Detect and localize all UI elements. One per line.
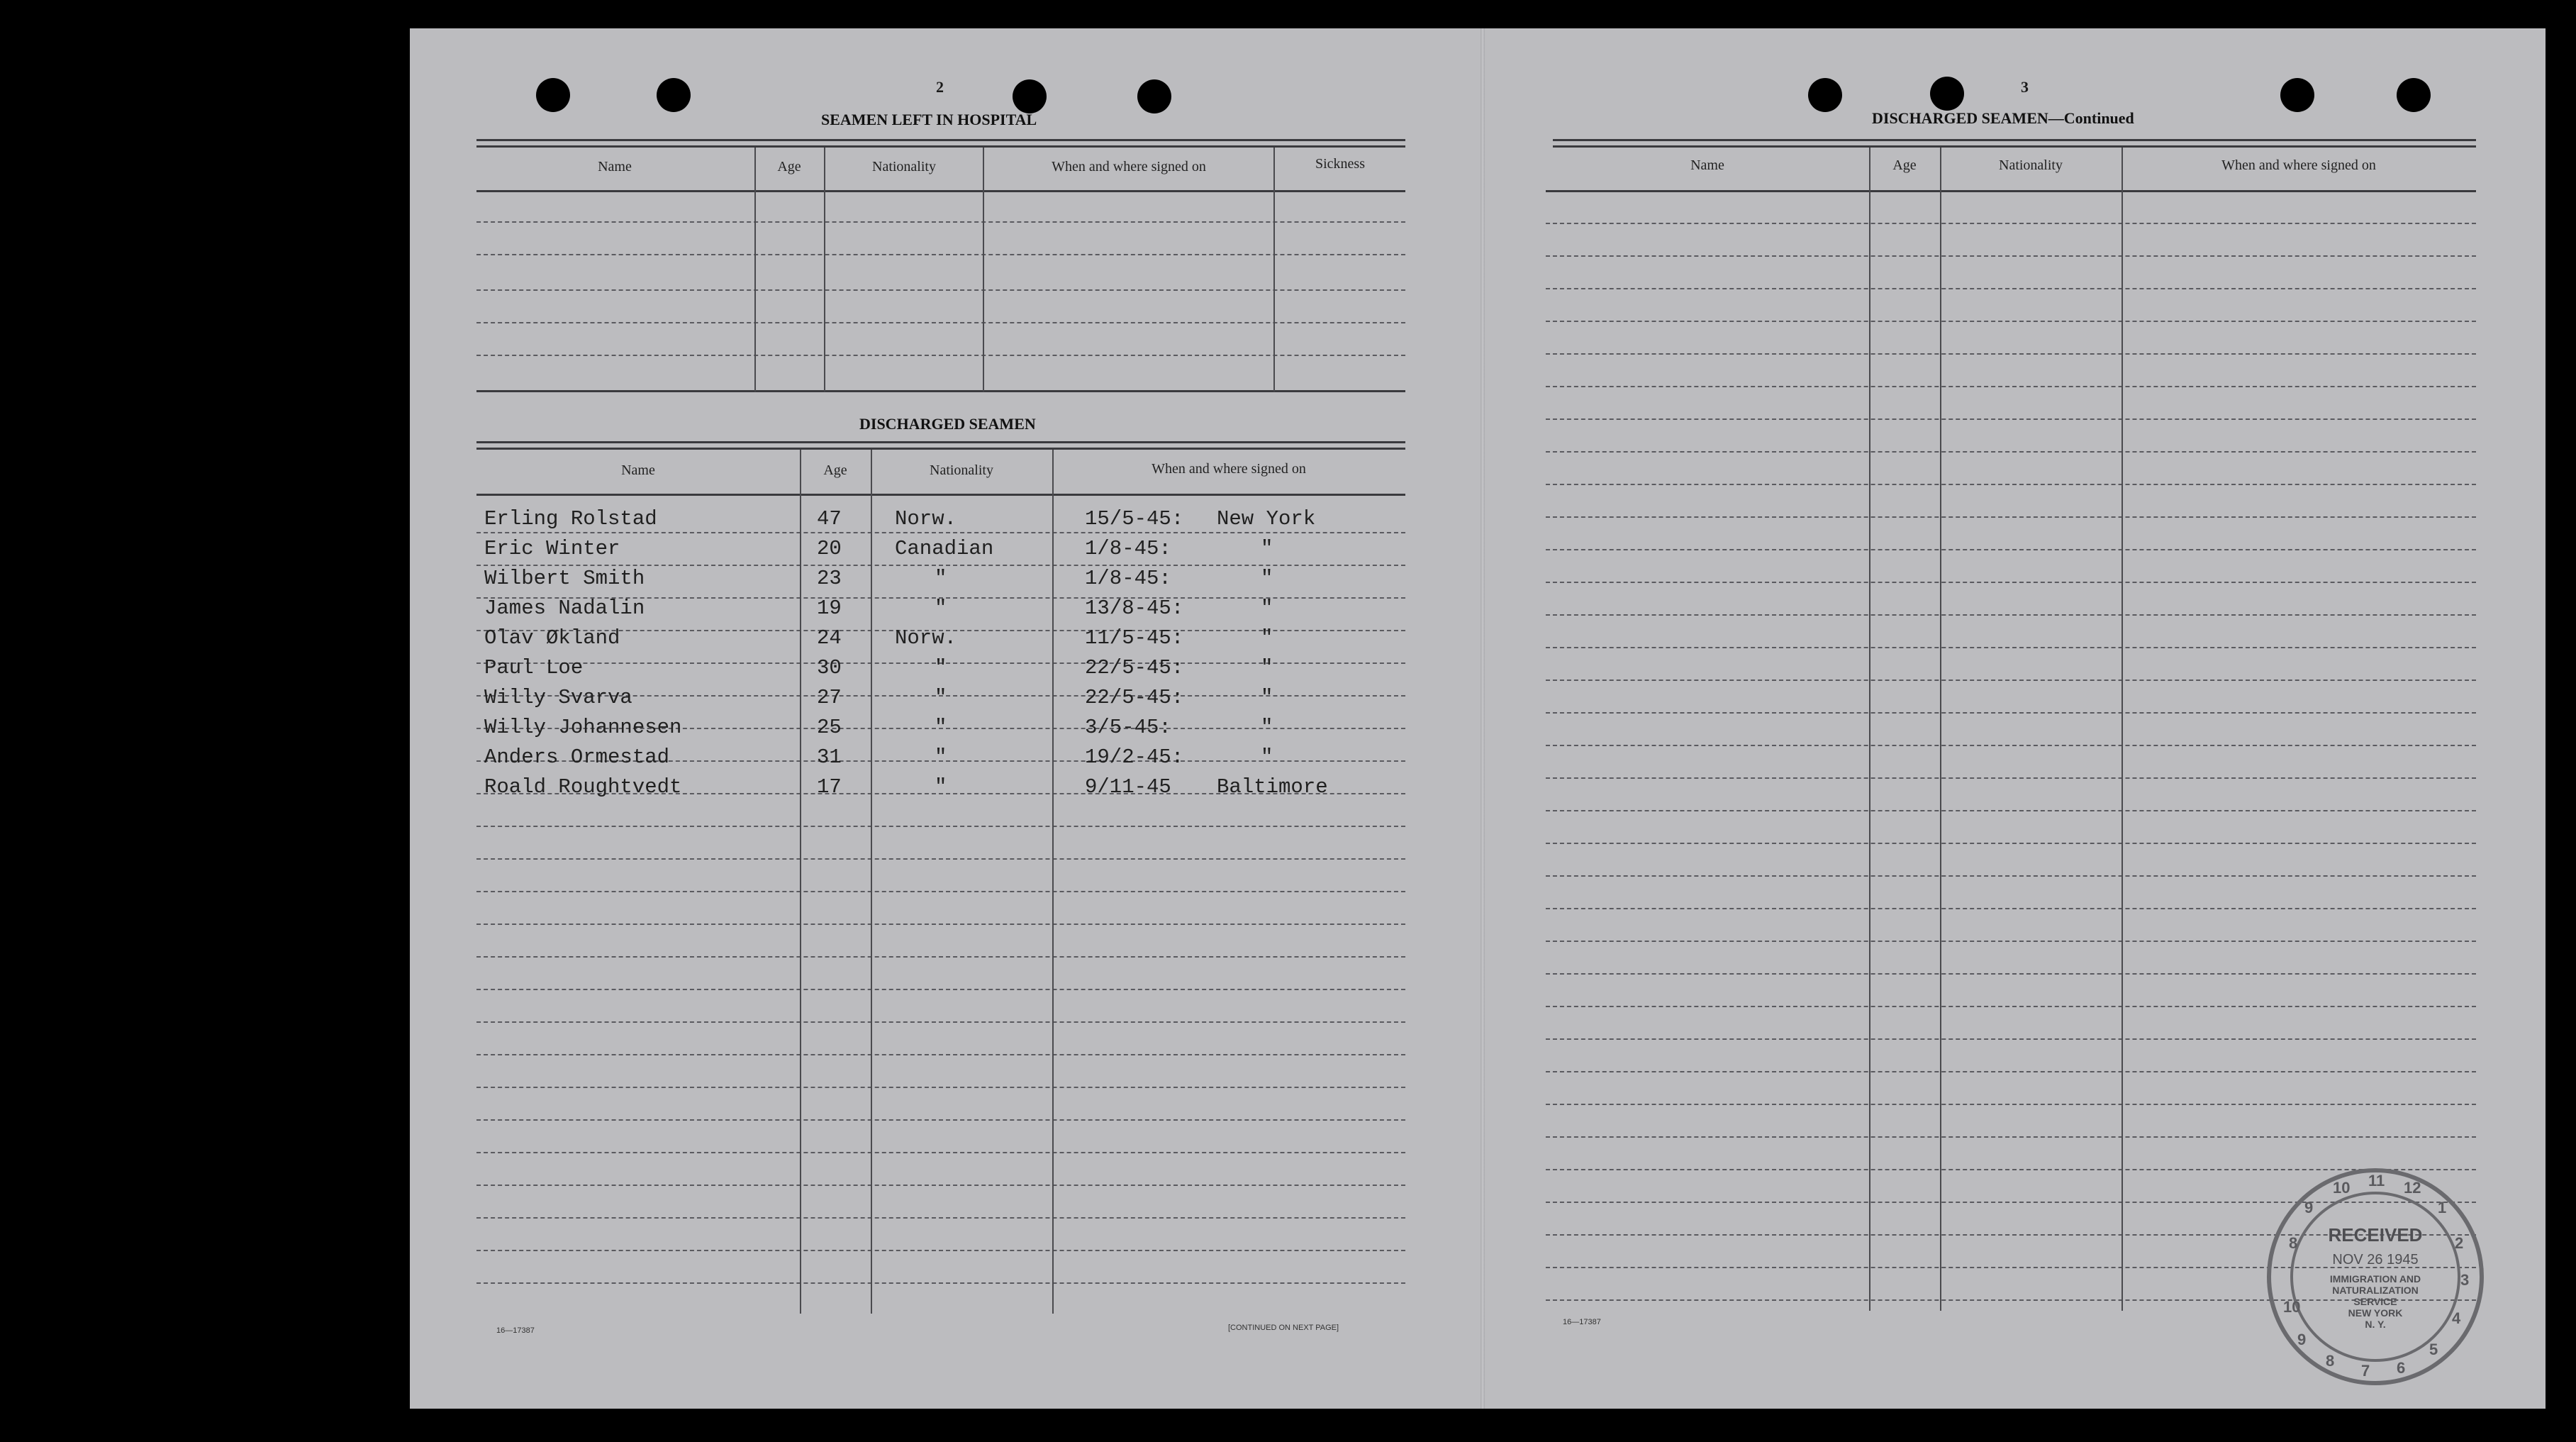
continued-note: [CONTINUED ON NEXT PAGE] [1228,1324,1339,1332]
discharged-section-title: DISCHARGED SEAMEN [859,415,1036,433]
column-header-nationality: Nationality [872,159,936,174]
row-line [476,826,1405,827]
column-header-nationality: Nationality [930,462,993,478]
row-line [1546,614,2476,616]
column-divider [800,450,801,1314]
punch-hole [1137,79,1171,113]
column-divider [1869,148,1870,1311]
row-line [1546,973,2476,975]
seaman-name: Willy Svarva [484,686,632,709]
signed-on-date: 1/8-45: [1085,537,1171,560]
page-number-left: 2 [936,78,944,96]
column-header-signed-on: When and where signed on [1052,159,1206,174]
row-line [1546,1071,2476,1072]
signed-on-date: 19/2-45: [1085,745,1184,769]
column-divider [871,450,872,1314]
signed-on-place: " [1261,626,1273,650]
row-line [1546,680,2476,681]
seaman-nationality: " [935,597,947,620]
stamp-received: RECEIVED [2328,1224,2423,1246]
svg-text:12: 12 [2404,1179,2421,1197]
row-line [476,956,1405,958]
seaman-age: 27 [817,686,842,709]
svg-text:7: 7 [2361,1362,2370,1380]
received-stamp [2262,1163,2489,1390]
seaman-name: Eric Winter [484,537,620,560]
column-header-age: Age [1892,157,1917,173]
signed-on-date: 22/5-45: [1085,686,1184,709]
signed-on-place: New York [1217,507,1316,531]
row-line [476,1054,1405,1055]
column-divider [1273,148,1275,392]
form-number-right: 16—17387 [1563,1318,1601,1326]
column-divider [2121,148,2123,1311]
seaman-nationality: " [935,686,947,709]
row-line [1546,941,2476,942]
table-rule [1553,145,2476,148]
signed-on-place: " [1261,597,1273,620]
hospital-section-title: SEAMEN LEFT IN HOSPITAL [821,111,1037,128]
row-line [1546,843,2476,844]
column-divider [1052,450,1054,1314]
seaman-nationality: " [935,716,947,739]
stamp-agency-3: SERVICE [2353,1296,2397,1307]
row-line [1546,647,2476,648]
signed-on-place: Baltimore [1217,775,1328,799]
seaman-age: 20 [817,537,842,560]
seaman-name: Willy Johannesen [484,716,682,739]
row-line [476,1021,1405,1023]
seaman-age: 23 [817,567,842,590]
svg-text:3: 3 [2460,1271,2470,1289]
stamp-date: NOV 26 1945 [2332,1252,2419,1268]
seaman-age: 19 [817,597,842,620]
row-line [1546,908,2476,909]
seaman-nationality: Norw. [895,626,957,650]
row-line [476,565,1405,566]
seaman-nationality: " [935,567,947,590]
seaman-age: 30 [817,656,842,680]
seaman-nationality: " [935,656,947,680]
row-line [1546,288,2476,289]
signed-on-date: 15/5-45: [1085,507,1184,531]
row-line [476,1152,1405,1153]
punch-hole [1930,77,1964,111]
punch-hole [2280,78,2314,112]
row-line [1546,451,2476,453]
table-rule [1546,190,2476,192]
row-line [1546,582,2476,583]
signed-on-place: " [1261,537,1273,560]
column-header-age: Age [777,159,801,174]
row-line [1546,418,2476,420]
svg-text:8: 8 [2326,1352,2335,1370]
row-line [1546,516,2476,518]
page-fold [1481,28,1485,1409]
column-header-name: Name [1690,157,1724,173]
table-rule [476,494,1405,496]
table-rule [476,390,1405,392]
seaman-age: 31 [817,745,842,769]
column-header-name: Name [598,159,632,174]
form-number-left: 16—17387 [496,1326,535,1335]
seaman-nationality: Canadian [895,537,994,560]
page-number-right: 3 [2021,78,2029,96]
stamp-state: N. Y. [2365,1319,2386,1330]
column-header-signed-on: When and where signed on [1152,461,1306,477]
table-rule [476,441,1405,443]
row-line [476,989,1405,990]
table-rule [476,145,1405,148]
seaman-name: Wilbert Smith [484,567,645,590]
signed-on-date: 22/5-45: [1085,656,1184,680]
seaman-name: Roald Roughtvedt [484,775,682,799]
svg-text:1: 1 [2438,1199,2447,1216]
signed-on-place: " [1261,745,1273,769]
signed-on-date: 1/8-45: [1085,567,1171,590]
column-header-signed-on: When and where signed on [2221,157,2376,173]
signed-on-date: 9/11-45 [1085,775,1171,799]
column-divider [1940,148,1941,1311]
column-divider [754,148,756,392]
seaman-nationality: " [935,745,947,769]
column-divider [983,148,984,392]
svg-text:10: 10 [2283,1298,2301,1316]
seaman-name: James Nadalin [484,597,645,620]
row-line [1546,255,2476,257]
row-line [1546,549,2476,550]
signed-on-date: 3/5-45: [1085,716,1171,739]
punch-hole [657,78,691,112]
row-line [476,1250,1405,1251]
punch-hole [1808,78,1842,112]
row-line [1546,712,2476,714]
row-line [476,254,1405,255]
row-line [1546,745,2476,746]
row-line [1546,386,2476,387]
signed-on-place: " [1261,686,1273,709]
row-line [1546,353,2476,355]
svg-text:8: 8 [2289,1234,2298,1252]
svg-text:2: 2 [2455,1234,2464,1252]
discharged-continued-title: DISCHARGED SEAMEN—Continued [1872,109,2134,127]
punch-hole [536,78,570,112]
row-line [476,891,1405,892]
seaman-age: 25 [817,716,842,739]
svg-text:6: 6 [2397,1359,2406,1377]
seaman-name: Anders Ormestad [484,745,670,769]
seaman-nationality: Norw. [895,507,957,531]
row-line [476,221,1405,223]
seaman-nationality: " [935,775,947,799]
svg-text:5: 5 [2429,1341,2438,1358]
row-line [476,322,1405,323]
column-divider [824,148,825,392]
column-header-age: Age [823,462,847,478]
row-line [476,355,1405,356]
stamp-agency-2: NATURALIZATION [2332,1285,2419,1296]
row-line [476,289,1405,291]
column-header-nationality: Nationality [1999,157,2063,173]
stamp-agency-1: IMMIGRATION AND [2329,1273,2421,1285]
svg-text:9: 9 [2297,1331,2307,1348]
row-line [1546,321,2476,322]
svg-text:10: 10 [2333,1179,2351,1197]
row-line [1546,1038,2476,1040]
row-line [476,1185,1405,1186]
table-rule [476,139,1405,141]
svg-text:4: 4 [2452,1309,2461,1327]
row-line [1546,223,2476,224]
signed-on-date: 13/8-45: [1085,597,1184,620]
row-line [476,924,1405,925]
signed-on-place: " [1261,567,1273,590]
seaman-age: 47 [817,507,842,531]
column-header-sickness: Sickness [1315,156,1365,172]
row-line [1546,1006,2476,1007]
seaman-name: Paul Loe [484,656,584,680]
row-line [476,1087,1405,1088]
row-line [1546,1136,2476,1138]
seaman-age: 24 [817,626,842,650]
stamp-city: NEW YORK [2348,1307,2403,1319]
row-line [476,858,1405,860]
row-line [1546,875,2476,877]
row-line [1546,777,2476,779]
row-line [1546,484,2476,485]
row-line [476,1282,1405,1284]
row-line [1546,1104,2476,1105]
column-header-name: Name [621,462,655,478]
table-rule [476,448,1405,450]
punch-hole [1013,79,1047,113]
seaman-name: Erling Rolstad [484,507,657,531]
row-line [1546,810,2476,811]
table-rule [476,190,1405,192]
row-line [476,1119,1405,1121]
seaman-name: Olav Økland [484,626,620,650]
row-line [476,1217,1405,1219]
row-line [476,532,1405,533]
punch-hole [2397,78,2431,112]
table-rule [1553,139,2476,141]
seaman-age: 17 [817,775,842,799]
signed-on-date: 11/5-45: [1085,626,1184,650]
svg-text:9: 9 [2304,1199,2314,1216]
signed-on-place: " [1261,656,1273,680]
svg-text:11: 11 [2368,1172,2385,1189]
signed-on-place: " [1261,716,1273,739]
